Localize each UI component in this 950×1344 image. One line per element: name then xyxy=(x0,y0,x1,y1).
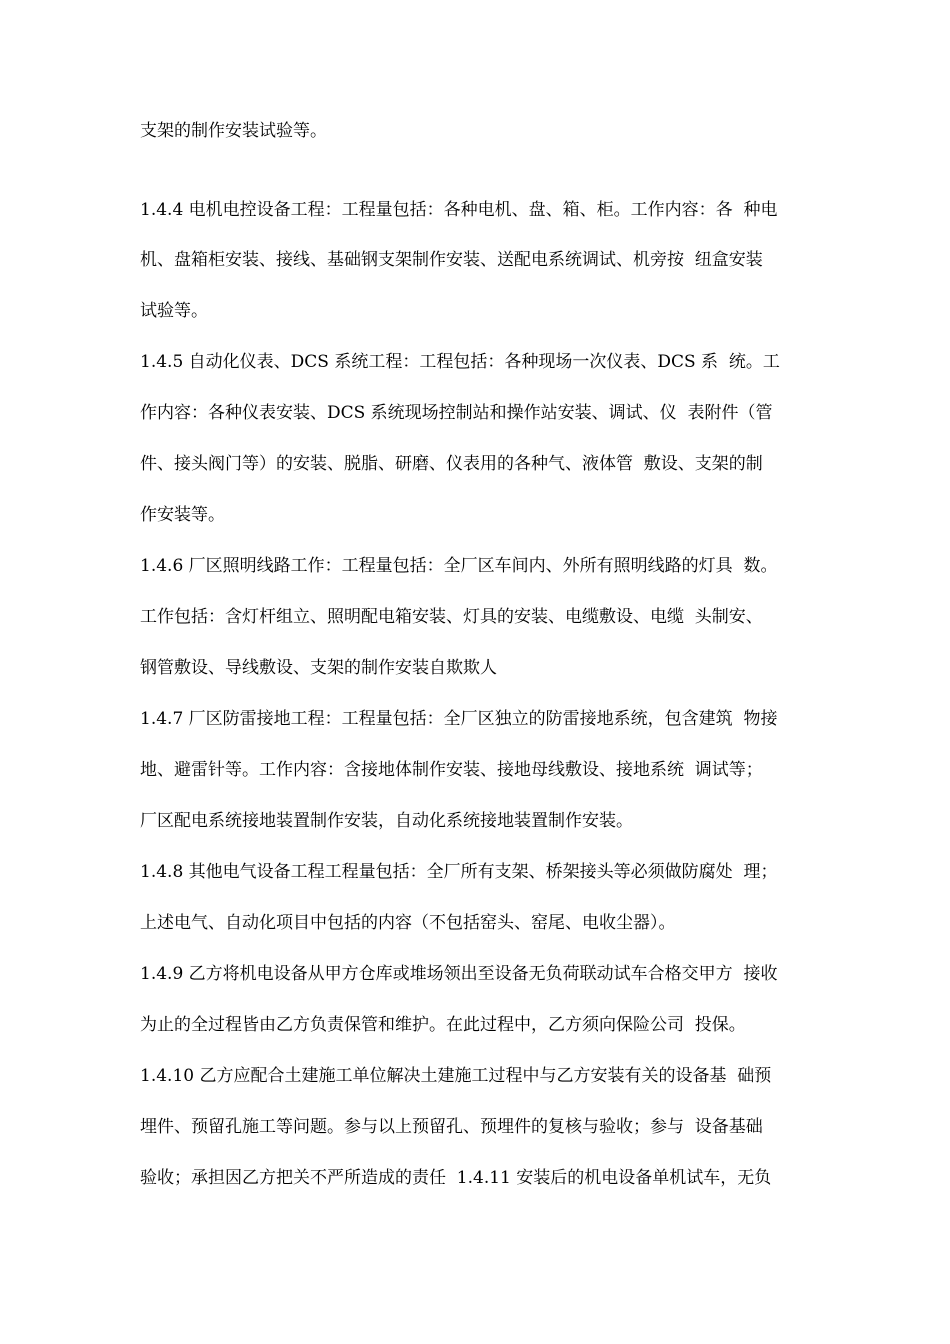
text-line: 为止的全过程皆由乙方负责保管和维护。在此过程中，乙方须向保险公司 投保。 xyxy=(140,1015,746,1035)
text-line: 1.4.9 乙方将机电设备从甲方仓库或堆场领出至设备无负荷联动试车合格交甲方 接收 xyxy=(140,964,778,984)
text-line: 1.4.5 自动化仪表、DCS 系统工程：工程包括：各种现场一次仪表、DCS 系 统。工 xyxy=(140,352,780,372)
text-line: 上述电气、自动化项目中包括的内容（不包括窑头、窑尾、电收尘器）。 xyxy=(140,913,676,933)
text-line: 作内容：各种仪表安装、DCS 系统现场控制站和操作站安装、调试、仪 表附件（管 xyxy=(140,403,773,423)
text-line: 件、接头阀门等）的安装、脱脂、研磨、仪表用的各种气、液体管 敷设、支架的制 xyxy=(140,454,763,474)
text-line: 1.4.7 厂区防雷接地工程：工程量包括：全厂区独立的防雷接地系统，包含建筑 物接 xyxy=(140,709,778,729)
text-line: 1.4.4 电机电控设备工程：工程量包括：各种电机、盘、箱、柜。工作内容：各 种电 xyxy=(140,200,778,220)
text-line: 厂区配电系统接地装置制作安装，自动化系统接地装置制作安装。 xyxy=(140,811,633,831)
text-line: 验收；承担因乙方把关不严所造成的责任 1.4.11 安装后的机电设备单机试车，无负 xyxy=(140,1168,772,1188)
text-line: 工作包括：含灯杆组立、照明配电箱安装、灯具的安装、电缆敷设、电缆 头制安、 xyxy=(140,607,763,627)
text-line: 1.4.6 厂区照明线路工作：工程量包括：全厂区车间内、外所有照明线路的灯具 数。 xyxy=(140,556,778,576)
text-line: 地、避雷针等。工作内容：含接地体制作安装、接地母线敷设、接地系统 调试等； xyxy=(140,760,763,780)
text-line: 钢管敷设、导线敷设、支架的制作安装自欺欺人 xyxy=(140,658,497,678)
text-line: 支架的制作安装试验等。 xyxy=(140,121,327,141)
text-line: 埋件、预留孔施工等问题。参与以上预留孔、预埋件的复核与验收；参与 设备基础 xyxy=(140,1117,763,1137)
text-line: 1.4.8 其他电气设备工程工程量包括：全厂所有支架、桥架接头等必须做防腐处 理； xyxy=(140,862,778,882)
text-line: 试验等。 xyxy=(140,301,208,321)
text-line: 1.4.10 乙方应配合土建施工单位解决土建施工过程中与乙方安装有关的设备基 础预 xyxy=(140,1066,772,1086)
text-line: 机、盘箱柜安装、接线、基础钢支架制作安装、送配电系统调试、机旁按 纽盒安装 xyxy=(140,250,763,270)
text-line: 作安装等。 xyxy=(140,505,225,525)
